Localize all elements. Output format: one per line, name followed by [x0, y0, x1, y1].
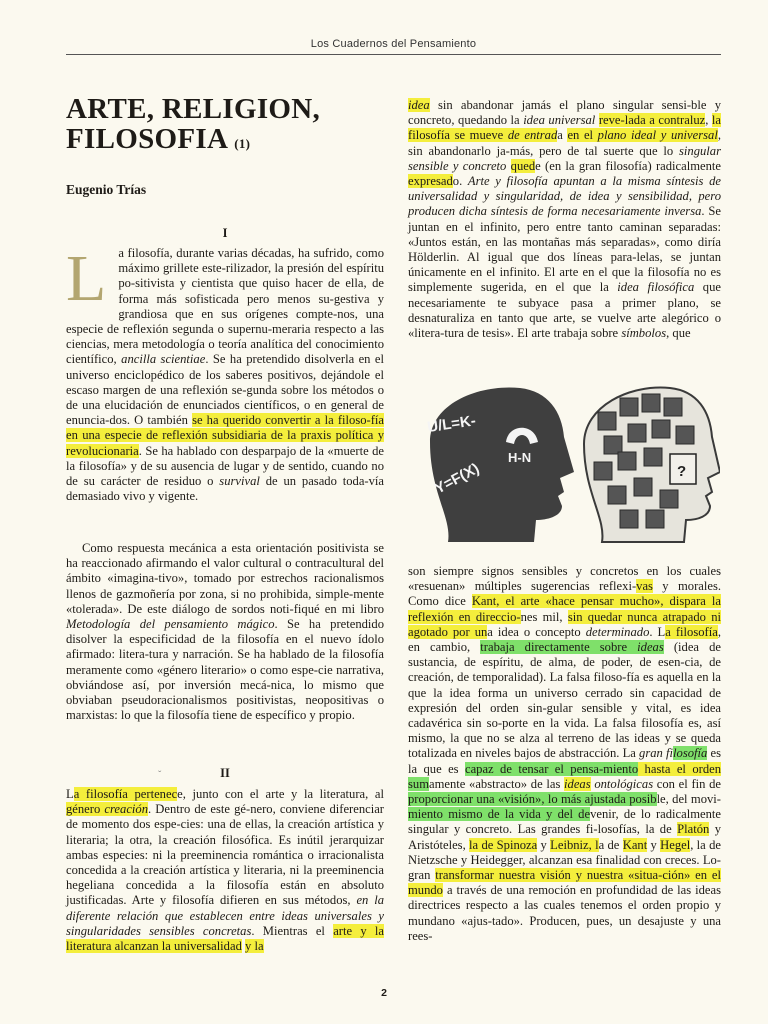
- text-run: e (en la gran filosofía) radicalmente: [535, 158, 721, 173]
- text-run: con el fin de: [653, 776, 722, 791]
- stray-mark: ˇ: [158, 770, 162, 781]
- highlight-yellow-italic: plano ideal y universal: [597, 128, 718, 143]
- text-run: y Aristóteles,: [408, 822, 721, 852]
- highlight-yellow-italic: creación: [104, 802, 148, 817]
- highlight-yellow: sin quedar nunca atrapado ni agotado por un: [408, 609, 721, 639]
- article-title: [66, 94, 384, 159]
- section-heading-2: II: [220, 766, 230, 780]
- text-run-italic: gran fi: [639, 746, 674, 761]
- highlight-yellow: en el: [567, 128, 598, 143]
- text-run: . Se ha hablado con desparpajo de la «muerte de la filosofía» y de su ausencia de lugar y de sentido, cuando no de su carácter de residuo o: [66, 443, 384, 489]
- highlight-yellow: y la: [245, 939, 264, 954]
- text-run: a de: [598, 837, 623, 852]
- text-run-italic: determinado: [585, 624, 650, 639]
- text-run-italic: idea filosófica: [617, 280, 695, 295]
- highlight-yellow: a filosofía pertenec: [73, 787, 178, 801]
- text-run-italic: en la diferente relación que establecen entre ideas universales y singularidades sensibles concretas: [66, 893, 384, 938]
- highlight-yellow: Leibniz, l: [550, 837, 599, 852]
- highlight-yellow: a filosofía: [665, 624, 718, 639]
- text-run: sin abandonar jamás el plano singular sensi-ble y concreto, quedando la: [408, 98, 721, 128]
- text-run: y: [537, 837, 551, 852]
- highlight-yellow: Platón: [677, 822, 710, 837]
- title-footnote-marker: (1): [234, 136, 251, 151]
- header-rule: [66, 54, 721, 55]
- left-paragraph-2: [66, 541, 384, 723]
- formula-label-3: H-N: [508, 450, 532, 465]
- text-run: a: [557, 128, 568, 143]
- text-run: ,: [705, 113, 712, 128]
- head-left-silhouette: [426, 387, 574, 542]
- text-run: es la que es: [408, 746, 722, 776]
- highlight-green: miento mismo de la vida y del de: [408, 807, 591, 822]
- formula-label-2: Y=F(X): [431, 460, 483, 498]
- question-mark-label: ?: [677, 463, 687, 480]
- text-run-italic: símbolos: [621, 326, 667, 341]
- highlight-yellow: qued: [510, 158, 536, 173]
- page-number: 2: [381, 987, 387, 999]
- illustration-two-heads: [408, 382, 720, 552]
- text-run: , en cambio,: [408, 624, 721, 655]
- highlight-yellow-italic: de entrad: [507, 128, 558, 143]
- text-run-italic: idea universal: [523, 113, 596, 128]
- highlight-green: trabaja directamente sobre: [480, 640, 638, 655]
- text-run: a idea o concepto: [487, 624, 586, 639]
- left-paragraph-1: [66, 242, 385, 504]
- head-right-silhouette: [584, 388, 720, 542]
- highlight-green: sum: [408, 776, 429, 791]
- text-run: . L: [649, 624, 666, 639]
- text-run-italic: singular sensible y concreto: [408, 143, 721, 173]
- highlight-yellow: se ha querido convertir a la filoso-fía en una especie de reflexión subsidiaria de la praxis política y revolucionaria: [66, 413, 384, 458]
- text-run: son siempre signos sensibles y concretos en los cuales «resuenan» múltiples sugerencias reflexi-: [408, 564, 721, 594]
- highlight-yellow: hasta el orden: [638, 761, 722, 776]
- text-run: nes mil,: [520, 609, 568, 624]
- text-run-italic: ancilla scientiae: [121, 352, 206, 367]
- highlight-yellow: idea: [408, 98, 430, 112]
- text-run: amente «abstracto» de las: [429, 776, 565, 791]
- highlight-yellow: transformar nuestra visión y nuestra «situa-ción» en el mundo: [408, 868, 721, 898]
- text-run: . Se juntan en el infinito, pero entre tanto caminan separadas: «Juntos están, en las montañas más separadas», como diría Hölderlin. Al igual que dos líneas para-lelas, se juntan únicamente en el infinito. El arte en el que la filosofía no es simplemente sugerida, en el que la: [408, 204, 722, 295]
- text-run: o.: [452, 174, 468, 189]
- highlight-yellow: arte y la literatura alcanzan la universalidad: [66, 923, 384, 954]
- highlight-yellow: expresad: [408, 174, 453, 189]
- text-run: , la de Nietzsche y Heidegger, alcanzan esa finalidad con creces. Lo-gran: [408, 837, 721, 883]
- text-run: Como respuesta mecánica a esta orientación positivista se ha reaccionado afirmando el valor cultural o contracultural del ámbito «imagina-tivo», tomado por estrechos racionalismos llenos de gazmoñería por zona, si no prohibida, simple-mente «tolerada». De este diálogo de sordos noti-fiqué en mi libro: [66, 541, 384, 616]
- text-run: L: [66, 787, 74, 801]
- article-author: Eugenio Trías: [66, 182, 147, 197]
- text-run-italic: Arte y filosofía apuntan a la misma síntesis de universalidad y singularidad, de idea y sensibilidad, pero producen dicha síntesis de forma necesariamente inversa: [408, 174, 722, 219]
- text-run-italic: ontológicas: [590, 776, 654, 791]
- text-run: venir, de lo radicalmente singular y concreto. Las grandes fi-losofías, la de: [408, 807, 721, 837]
- right-paragraph-2: [408, 564, 721, 944]
- text-run: . Se ha pretendido disolver la especificidad de la filosofía en el nuevo ídolo afirmado: litera-tura y narración. Se ha hablado de la filosofía meramente como «género literario» o como espe-cie narrativa, obviándose así, por inversión mecá-nica, lo mismo que obviaban pseudoracionalismos positivistas, neopositivas o marxistas: lo que la filosofía tiene de específico y propio.: [66, 617, 384, 723]
- highlight-yellow: Kant, el arte «hace pensar mucho», dispara la reflexión en direccio-: [408, 594, 722, 624]
- highlight-green-italic: losofía: [673, 746, 708, 761]
- text-run-italic: Metodología del pensamiento mágico: [66, 617, 275, 632]
- highlight-yellow: la filosofía se mueve: [408, 113, 722, 143]
- right-paragraph-1: [408, 98, 721, 341]
- text-run: , que: [666, 326, 691, 341]
- section-heading-1: I: [222, 226, 228, 240]
- highlight-green: proporcionar una «visión», lo más ajustada posib: [408, 792, 657, 807]
- highlight-yellow: Kant: [622, 837, 648, 852]
- text-run: . Dentro de este gé-nero, conviene diferenciar de momento dos espe-cies: una de ellas, la creación artística y literaria; la otra, la creación filosófica. Es inútil jerarquizar ambas especies: ni la preeminencia romántica o irracionalista concedida a la creación artística y literaria, ni la preeminencia hegeliana concedida a la filosofía están en absoluto justificadas. Arte y filosofía difieren en sus métodos,: [66, 802, 384, 908]
- text-run: le, del movi-: [656, 792, 721, 807]
- text-run: a través de una remoción en profundidad de las ideas directrices respecto a las cuales tenemos el orden propio y mundano «ajus-tado». Producen, pues, un desajuste y una rees-: [408, 883, 721, 943]
- text-run: e, junto con el arte y la literatura, al: [177, 787, 384, 801]
- text-run: . Se ha pretendido disolverla en el universo enciclopédico de los saberes positivos, dejándole el escaso margen de una reflexión se-gunda sobre los métodos o de una elucidación de enunciados científicos, o en general de enuncia-dos. O también: [66, 352, 385, 428]
- text-run: , sin abandonarlo ja-más, pero de tal suerte que lo: [408, 128, 721, 158]
- text-run: . Mientras el: [251, 923, 334, 938]
- highlight-green: capaz de tensar el pensa-miento: [464, 761, 639, 776]
- highlight-yellow: género: [66, 802, 105, 817]
- text-run: (idea de sustancia, de espíritu, de alma, de poder, de esen-cia, de creación, de temporalidad). La falsa filoso-fía es aquella en la que la idea forma un universo cerrado sin capacidad de expresión del orden sin-gular sensible y vital, es idea cadavérica sin so-porte en la vida. La falsa filosofía es, así mismo, la que no se alza al terreno de las ideas y se queda totalizada en niveles bajos de abstracción. La: [408, 640, 721, 761]
- text-run: a filosofía, durante varias décadas, ha sufrido, como máximo grillete este-rilizador, la presión del espíritu po-sitivista y cientista que quiso hacer de ella, de forma más sofisticada pero menos su-gestiva y grandiosa que en sus orígenes compte-nos, una especie de reflexión segunda o supernu-meraria respecto a las ciencias, mera metodología o teoría analítica del conocimiento científico,: [66, 246, 384, 367]
- highlight-yellow: vas: [636, 579, 653, 594]
- left-paragraph-3: [66, 787, 384, 954]
- highlight-yellow: Hegel: [660, 837, 691, 852]
- running-head: Los Cuadernos del Pensamiento: [310, 38, 477, 50]
- highlight-yellow: reve-lada a contraluz: [598, 113, 706, 128]
- text-run-italic: survival: [219, 474, 260, 489]
- highlight-yellow-italic: ideas: [564, 776, 591, 791]
- dropcap-letter: L: [66, 242, 107, 315]
- text-run: que necesariamente te subyace pasa a primer plano, se desnaturaliza en tanto que arte, se vuelve arte alegórico o «litera-tura de tesis». El arte trabaja sobre: [408, 280, 721, 341]
- text-run: y: [647, 837, 661, 852]
- highlight-green-italic: ideas: [637, 640, 664, 655]
- text-run: y morales. Como dice: [408, 579, 721, 609]
- text-run: de un pasado toda-vía demasiado vivo y vigente.: [66, 474, 384, 504]
- highlight-yellow: la de Spinoza: [469, 837, 538, 852]
- title-text: ARTE, RELIGION, FILOSOFIA: [66, 93, 321, 155]
- formula-label-1: U/L=K-: [426, 412, 477, 436]
